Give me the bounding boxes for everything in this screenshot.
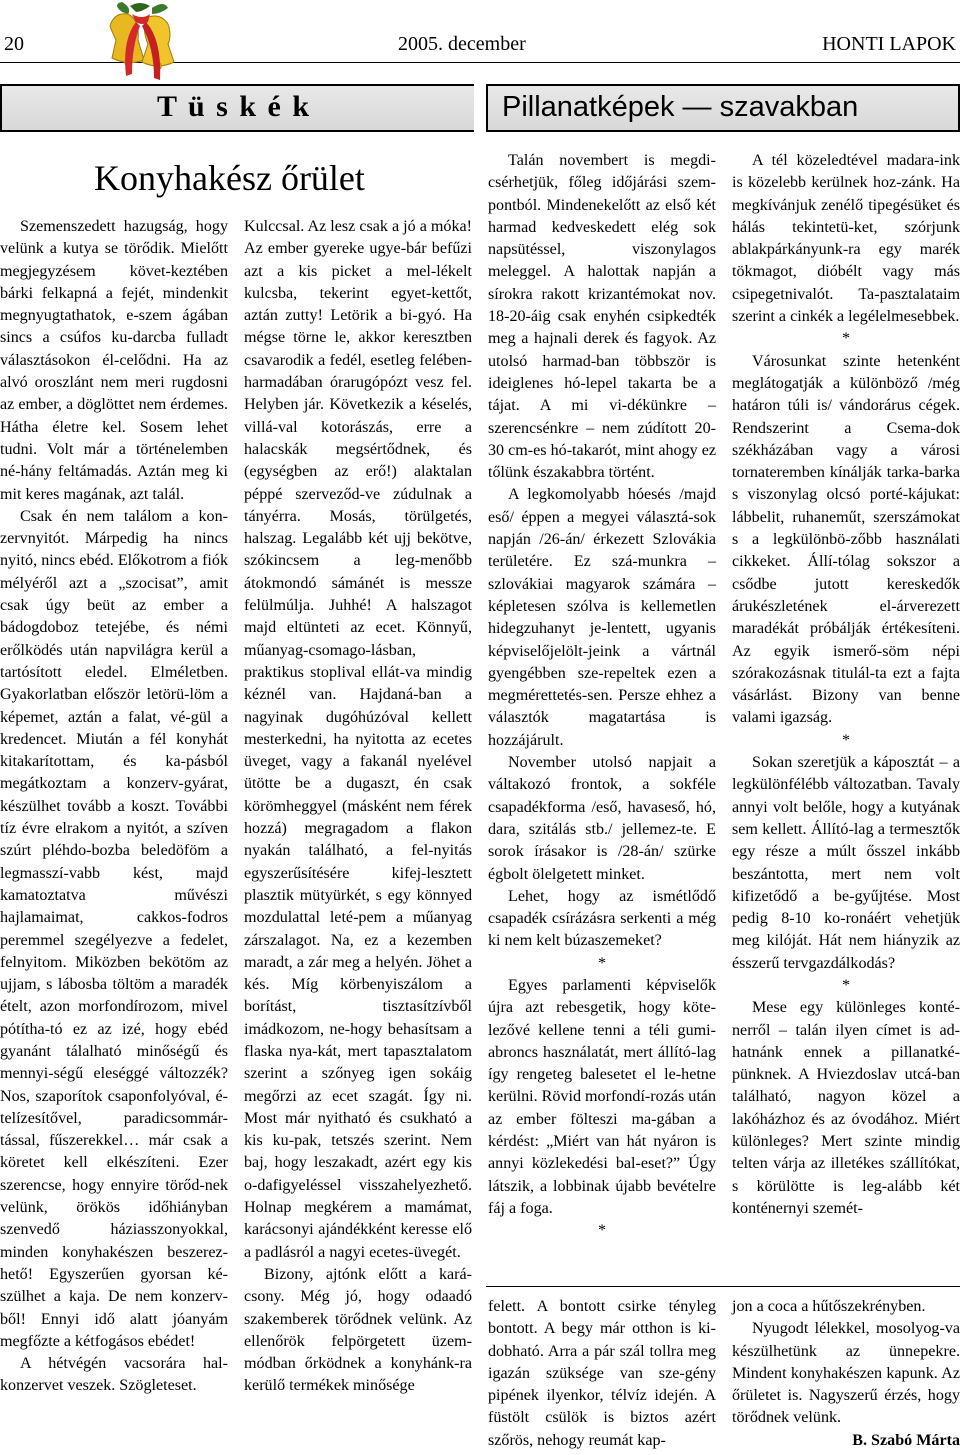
paragraph: Városunkat szinte hetenként meglátogatják a különböző /még határon túli is/ vándorárus cégek. Rendszerint a Csema-dok székházában vagy a városi tornateremben kínálják tarka-barka s viszonylag olcsó porté-kájukat: lábbelit, ruhaneműt, szerszámokat s a legkülönbö-zőbb használati cikkeket. Állí-tólag sokszor a csődbe jutott kereskedők árukészletének el-árverezett maradékát próbálják értékesíteni. Az egyik ismerő-söm népi szórakozásnak titulál-ta ezt a fajta vásárlást. Bizony van benne valami igazság.	[732, 352, 960, 727]
publication-name: HONTI LAPOK	[822, 33, 956, 55]
paragraph: Csak én nem találom a kon-zervnyitót. Márpedig ha nincs nyitó, nincs ebéd. Előkotrom a fiók mélyéről azt a „szocisat”, amit csak úgy beüt az ember a bádogdoboz tetejébe, és némi erőlködés után napvilágra kerül a tartósított eledel. Elméletben. Gyakorlatban először letörü-löm a képemet, aztán a falat, vé-gül a kredencet. Miután a fél konyhát kitakarítottam, és ka-pásból megátkoztam a konzerv-gyárat, készülhet tovább a koszt. További tíz évre elrakom a nyitót, a szíven szúrt pléhdo-bozba beledöföm a legmasszí-vabb kést, majd kamatoztatva művészi hajlamaimat, cakkos-fodros peremmel szegélyezve a fedelet, felnyitom. Miközben bekötöm az ujjam, s lábosba töltöm a maradék ételt, azon morfondírozom, mivel pótítha-tó ez az izé, hogy ebéd gyanánt tálalható minőségű és mennyi-ségű eleséggé változzék? Nos, szaporítok csaponfolyóval, é-telízesítővel, paradicsommár-tással, fűszerekkel… már csak a köretet kell elkészíteni. Ezer szerencse, hogy ennyire törőd-nek velünk, örökös időhiányban szenvedő háziasszonyokkal, minden konyhakészen beszerez-hető! Egyszerűen gyorsan ké-szülhet a kaja. De nem konzerv-ből! Ennyi idő alatt jóanyám megfőzte a kétfogásos ebédet!	[0, 507, 228, 1350]
paragraph: November utolsó napjait a váltakozó frontok, a sokféle csapadékforma /eső, havaseső, hó, dara, szitálás stb./ jellemez-te. E sorok írásakor is /28-án/ szürke égbolt ölelgetett minket.	[488, 754, 716, 883]
section-heading: T ü s k é k	[157, 90, 312, 123]
author-signature: B. Szabó Márta	[852, 1431, 960, 1449]
article-column-3	[488, 150, 716, 1280]
paragraph: Talán novembert is megdi-csérhetjük, főleg időjárási szem-pontból. Mindenekelőtt az első két harmad kedveskedett elég sok napsütéssel, viszonylagos meleggel. A halottak napján a sírokra rakott krizantémokat nov. 18-20-áig csak enyhén csipkedték meg a hajnali derek és fagyok. Az utolsó harmad-ban többször is ideiglenes hó-lepel takarta be a tájat. A mi vi-dékünkre – szerencsénkre – nem zúdított 20-30 cm-es hó-takarót, mint ahogy ez tőlünk északabbra történt.	[488, 152, 716, 482]
article-column-2	[244, 216, 472, 1452]
separator-star: *	[841, 976, 851, 994]
paragraph: Lehet, hogy az ismétlődő csapadék csírázásra serkenti a még ki nem kelt búzaszemeket?	[488, 887, 716, 950]
separator-star: *	[841, 330, 851, 348]
paragraph: A legkomolyabb hóesés /majd eső/ éppen a megyei választá-sok napján /26-án/ érkezett Szlovákia területére. Ez szá-munkra – szlovákiai magyarok számára – képletesen szólva is kellemetlen hidegzuhanyt je-lentett, ugyanis képviselőjelölt-jeink a vártnál gyengébben sze-repeltek ezen a megmérettetés-sen. Persze ehhez a választók magatartása is hozzájárult.	[488, 486, 716, 749]
paragraph: Szemenszedett hazugság, hogy velünk a kutya se törődik. Mielőtt megjegyzésem követ-keztében bárki felkapná a fejét, mindenkit megnyugtathatok, e-szem ágában sincs a csúfos ku-darcba fulladt választásokon él-celődni. Ha az alvó oroszlánt nem meri rugdosni az ember, a döglöttet nem érdemes. Hátha életre kel. Sosem lehet tudni. Volt már a történelemben né-hány feltámadás. Aztán meg ki mit keres magának, azt talál.	[0, 218, 228, 503]
article-column-4	[732, 150, 960, 1280]
continuation-column-4	[732, 1296, 960, 1452]
separator-star: *	[597, 1222, 607, 1240]
page-number: 20	[4, 33, 24, 55]
paragraph: Nyugodt lélekkel, mosolyog-va készülhetünk az ünnepekre. Mindent konyhakészen kapunk. Az őrületet is. Nagyszerű érzés, hogy törődnek velünk.	[732, 1320, 960, 1427]
section-divider	[486, 1286, 960, 1287]
paragraph: jon a coca a hűtőszekrényben.	[732, 1298, 926, 1315]
section-heading-box	[0, 84, 474, 132]
article-column-1	[0, 216, 228, 1452]
paragraph: Mese egy különleges konté-nerről – talán ilyen címet is ad-hatnánk ennek a pillanatké-pünknek. A Hviezdoslav utcá-ban található, nagyon közel a lakóházhoz és az óvodához. Miért különleges? Mert szinte mindig telten várja az illetékes szállítókat, s körülötte is leg-alább két konténernyi szemét-	[732, 999, 960, 1217]
paragraph: Kulccsal. Az lesz csak a jó a móka! Az ember gyereke ugye-bár befűzi azt a kis picket a mel-lékelt kulcsba, tekerint egyet-kettőt, aztán zutty! Letörik a bi-gyó. Ha mégse törne le, akkor keresztben csavarodik a fedél, esetleg felében-harmadában órarugópózt vesz fel. Helyben jár. Következik a késelés, villá-val kotorászás, erre a halacskák megsértődnek, és (egységben az erő!) alaktalan péppé szerveződ-ve zúdulnak a tányérra. Mosás, törülgetés, halszag. Legalább két ujj bekötve, szókincsem a leg-menőbb átokmondó sámánét is messze felülmúlja. Juhhé! A halszagot majd eltünteti az ecet. Könnyű, műanyag-csomago-lásban, praktikus stoplival ellát-va mindig kéznél van. Hajdaná-ban a nagyinak dugóhúzóval kellett mesterkedni, ha nyitotta az ecetes üveget, vagy a fakanál nyelével ütötte be a dugaszt, én csak körömheggyel (másként nem férek hozzá) megragadom a flakon nyakán található, a fel-nyitás egyszerűsítésére kifej-lesztett plasztik mütyürkét, s egy könnyed mozdulattal leté-pem a műanyag zárszalagot. Na, ez a kezemben maradt, a zár meg a helyén. Jöhet a kés. Míg körbenyiszálom a borítást, tisztasítzívből imádkozom, ne-hogy behasítsam a flaska nya-kát, mert tapasztalatom szerint a szőnyeg igen sokáig megőrzi az ecet szagát. Így ni. Most már nyitható és csukható a kis ku-pak, tetszés szerint. Nem baj, hogy leszakadt, azért egy kis o-dafigyeléssel visszahelyezhető. Holnap megkérem a mamámat, karácsonyi ajándékként keresse elő a padlásról a nagyi ecetes-üvegét.	[244, 218, 472, 1261]
issue-date: 2005. december	[398, 33, 526, 55]
paragraph: A hétvégén vacsorára hal-konzervet veszek. Szögleteset.	[0, 1355, 228, 1395]
separator-star: *	[841, 731, 851, 749]
paragraph: Bizony, ajtónk előtt a kará-csony. Még jó, hogy odaadó szakemberek törődnek velünk. Az ellenőrök felpörgetett üzem-módban őrködnek a konyhánk-ra kerülő termékek minősége	[244, 1265, 472, 1395]
paragraph: felett. A bontott csirke tényleg bontott. A begy már otthon is ki-dobható. Arra a pár szál tollra meg igazán szüksége van sze-gény pipének ilyenkor, télvíz idején. A füstölt csülök is biztos azért szőrös, nehogy reumát kap-	[488, 1298, 716, 1449]
article-title: Konyhakész őrület	[94, 158, 365, 198]
christmas-bells-icon	[92, 0, 192, 86]
section-heading-box-right	[486, 84, 960, 132]
separator-star: *	[597, 954, 607, 972]
paragraph: Egyes parlamenti képviselők újra azt rebesgetik, hogy köte-lezővé kellene tenni a téli gumi-abroncs használatát, mert állító-lag így rengeteg balesetet el le-hetne kerülni. Rövid morfondí-rozás után az ember fölteszi ma-gában a kérdést: „Miért van hát nyáron is annyi közlekedési bal-eset?” Úgy látszik, a lobbinak újabb bevételre fáj a foga.	[488, 976, 716, 1217]
paragraph: Sokan szeretjük a káposztát – a legkülönfélébb változatban. Tavaly annyi volt belőle, hogy a kutyának sem kellett. Állító-lag a termesztők egy része a múlt ősszel inkább beszántotta, mert nem volt kifizetődő a be-gyűjtése. Most pedig 8-10 ko-ronáért vehetjük meg kilóját. Hát nem hiányzik az ésszerű tervgazdálkodás?	[732, 754, 960, 972]
continuation-column-3	[488, 1296, 716, 1452]
section-heading-right: Pillanatképek — szavakban	[502, 91, 859, 123]
paragraph: A tél közeledtével madara-ink is közelebb kerülnek hoz-zánk. Ha megkívánjuk zenélő tipegésüket és hálás tekintetü-ket, szórjunk ablakpárkányunk-ra egy marék tökmagot, dióbélt vagy más csipegetnivalót. Ta-pasztalataim szerint a cinkék a legélelmesebbek.	[732, 152, 960, 326]
